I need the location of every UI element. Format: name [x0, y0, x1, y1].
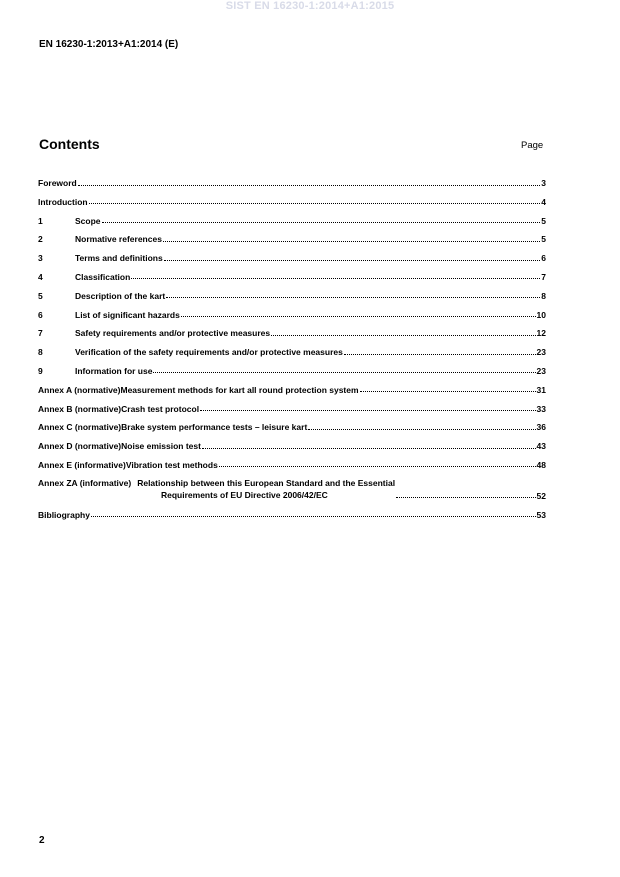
toc-number: 3 — [38, 253, 43, 264]
leader-dots — [102, 221, 541, 223]
toc-entry-introduction[interactable] — [38, 195, 546, 207]
toc-title: Description of the kart — [75, 290, 166, 301]
toc-page: 36 — [536, 422, 546, 433]
toc-title-line2: Requirements of EU Directive 2006/42/EC — [161, 489, 328, 500]
leader-dots — [360, 390, 536, 392]
toc-annex-label: Annex C (normative) — [38, 422, 122, 433]
toc-entry-annex-b[interactable] — [38, 402, 546, 414]
toc-annex-za-text — [38, 477, 395, 501]
toc-title: Foreword — [38, 178, 77, 188]
leader-dots — [91, 515, 536, 517]
toc-page: 33 — [536, 403, 546, 414]
toc-title: Introduction — [38, 196, 88, 207]
toc-page: 6 — [541, 253, 546, 264]
toc-page: 23 — [536, 347, 546, 358]
toc-page: 53 — [536, 509, 546, 520]
toc-page: 23 — [536, 365, 546, 376]
toc-page: 7 — [541, 271, 546, 282]
toc-entry-annex-d[interactable] — [38, 439, 546, 451]
leader-dots — [163, 240, 540, 242]
page-number: 2 — [39, 835, 45, 846]
toc-title: List of significant hazards — [75, 309, 180, 320]
toc-title: Vibration test methods — [125, 459, 218, 470]
toc-entry-annex-a[interactable] — [38, 383, 546, 395]
toc-page: 12 — [536, 328, 546, 339]
watermark: SIST EN 16230-1:2014+A1:2015 — [225, 0, 395, 12]
toc-entry-scope[interactable] — [38, 214, 546, 226]
leader-dots — [89, 202, 541, 204]
toc-title: Normative references — [75, 234, 162, 245]
toc-page: 10 — [536, 309, 546, 320]
toc-number: 9 — [38, 365, 43, 376]
leader-dots — [396, 496, 535, 498]
toc-title: Verification of the safety requirements and/or protective measures — [75, 347, 343, 358]
toc-entry-normative-references[interactable] — [38, 232, 546, 244]
toc-annex-label: Annex E (informative) — [38, 459, 126, 470]
toc-entry-annex-za[interactable] — [38, 477, 546, 501]
toc-page: 48 — [536, 459, 546, 470]
toc-number: 1 — [38, 215, 43, 226]
toc-number: 5 — [38, 290, 43, 301]
toc-title: Crash test protocol — [121, 403, 200, 414]
leader-dots — [202, 447, 536, 449]
toc-title: Brake system performance tests – leisure kart — [121, 422, 308, 433]
toc-title: Bibliography — [38, 509, 90, 520]
leader-dots — [78, 184, 541, 186]
toc-entry-classification[interactable] — [38, 270, 546, 282]
leader-dots — [181, 315, 536, 317]
toc-entry-safety-requirements[interactable] — [38, 326, 546, 338]
toc-annex-label: Annex A (normative) — [38, 384, 121, 395]
toc-number: 8 — [38, 347, 43, 358]
toc-page: 5 — [541, 234, 546, 245]
toc-page: 4 — [541, 196, 546, 207]
toc-page: 5 — [541, 215, 546, 226]
leader-dots — [271, 334, 535, 336]
toc-page: 43 — [536, 441, 546, 452]
toc-page: 52 — [536, 490, 546, 501]
toc-entry-verification[interactable] — [38, 345, 546, 357]
toc-page: 3 — [541, 178, 546, 188]
toc-number: 4 — [38, 271, 43, 282]
page-column-label: Page — [521, 140, 544, 151]
toc-title: Terms and definitions — [75, 253, 163, 264]
table-of-contents — [38, 176, 546, 526]
leader-dots — [344, 353, 536, 355]
toc-annex-label: Annex ZA (informative) — [38, 477, 132, 488]
toc-annex-label: Annex B (normative) — [38, 403, 122, 414]
leader-dots — [166, 296, 540, 298]
leader-dots — [308, 428, 535, 430]
toc-number: 2 — [38, 234, 43, 245]
leader-dots — [131, 277, 540, 279]
toc-entry-annex-c[interactable] — [38, 420, 546, 432]
toc-page: 8 — [541, 290, 546, 301]
toc-entry-bibliography[interactable] — [38, 508, 546, 520]
toc-number: 7 — [38, 328, 43, 339]
toc-title: Scope — [75, 215, 101, 226]
leader-dots — [219, 465, 536, 467]
toc-title: Measurement methods for kart all round protection system — [120, 384, 359, 395]
toc-title: Relationship between this European Standard and the Essential — [137, 477, 396, 488]
toc-entry-annex-e[interactable] — [38, 458, 546, 470]
toc-annex-label: Annex D (normative) — [38, 441, 122, 452]
leader-dots — [200, 409, 535, 411]
toc-entry-information-use[interactable] — [38, 364, 546, 376]
toc-title: Information for use — [75, 365, 153, 376]
toc-entry-hazards[interactable] — [38, 308, 546, 320]
toc-entry-terms-definitions[interactable] — [38, 251, 546, 263]
toc-number: 6 — [38, 309, 43, 320]
toc-entry-description-kart[interactable] — [38, 289, 546, 301]
leader-dots — [164, 259, 541, 261]
leader-dots — [153, 371, 535, 373]
standard-header: EN 16230-1:2013+A1:2014 (E) — [39, 39, 179, 50]
toc-title: Safety requirements and/or protective measures — [75, 328, 271, 339]
toc-title: Classification — [75, 271, 131, 282]
toc-page: 31 — [536, 384, 546, 395]
toc-title: Noise emission test — [121, 441, 201, 452]
toc-entry-foreword[interactable] — [38, 176, 546, 188]
contents-title: Contents — [39, 136, 100, 152]
